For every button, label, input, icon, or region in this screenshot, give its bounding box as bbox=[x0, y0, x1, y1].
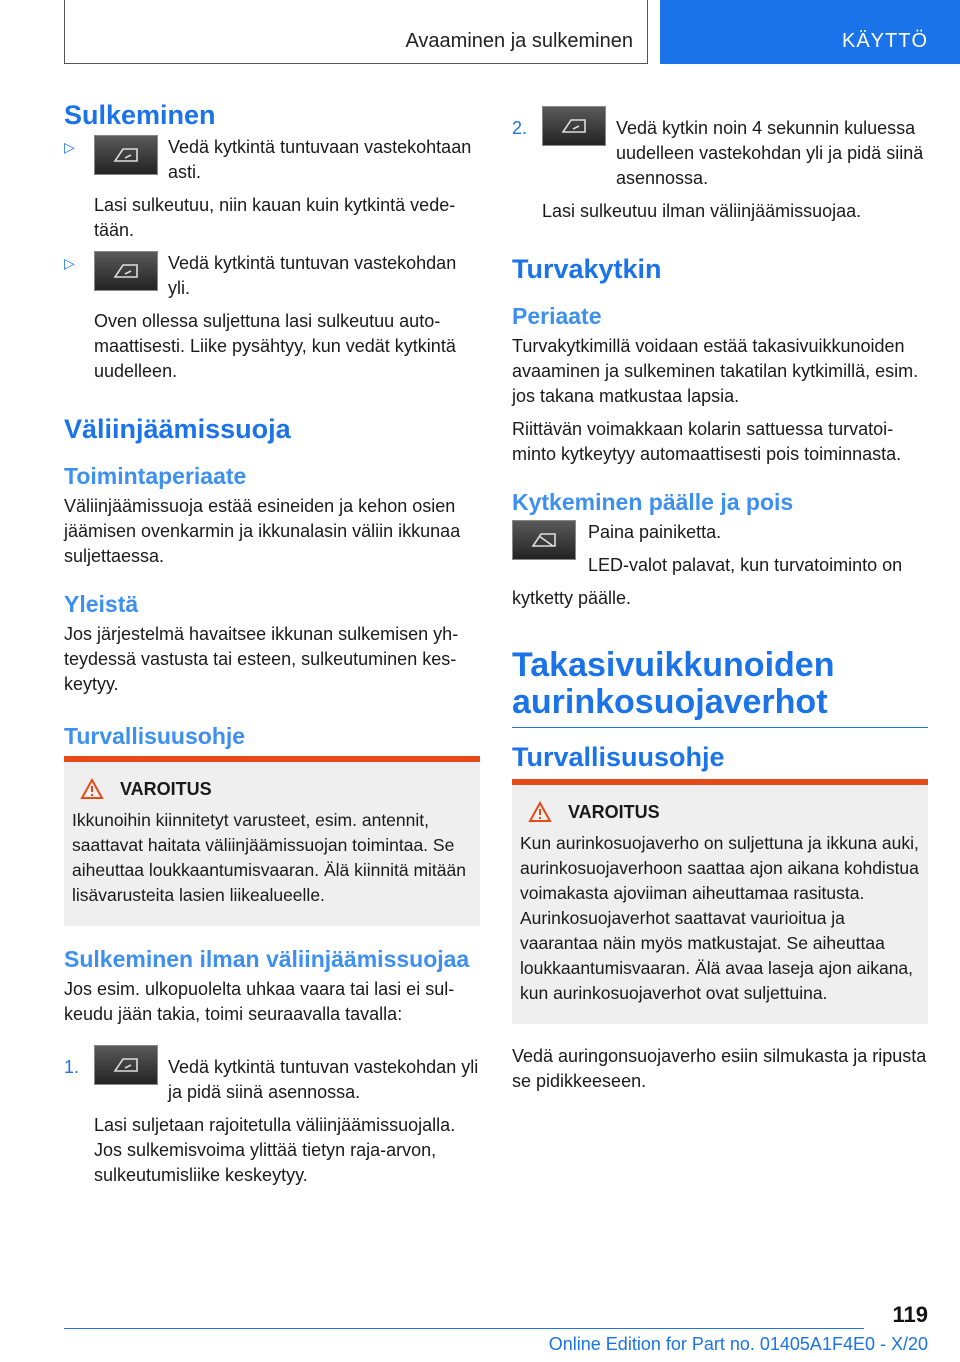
window-switch-icon bbox=[94, 135, 158, 175]
heading-valiinjaamissuoja: Väliinjäämissuoja bbox=[64, 414, 291, 444]
list-item-pull-to-stop bbox=[64, 135, 480, 193]
header-chapter-tab bbox=[660, 0, 960, 64]
toiminta-text: Väliinjäämissuoja estää esineiden ja kehon osien jäämisen ovenkarmin ja ikkunalasin väliin ikkunaa suljettaessa. bbox=[64, 496, 461, 566]
periaate-text-2: Riittävän voimakkaan kolarin sattuessa turvatoiminto kytkeytyy automaattisesti pois toiminnasta. bbox=[512, 419, 902, 464]
warning-box bbox=[64, 756, 480, 926]
heading-turvallisuusohje-right: Turvallisuusohje bbox=[512, 742, 725, 772]
step-number: 2. bbox=[512, 118, 528, 138]
periaate-text-1: Turvakytkimillä voidaan estää takasivuikkunoiden avaaminen ja sulkeminen takatilan kytkimillä, esim. jos takana matkustaa lapsia. bbox=[512, 336, 919, 406]
safety-switch-icon bbox=[512, 520, 576, 560]
header-section-title: Avaaminen ja sulkeminen bbox=[405, 30, 633, 52]
paina-text: Paina painiketta. bbox=[588, 522, 722, 542]
heading-takasivuikkunoiden-2: aurinkosuojaverhot bbox=[512, 683, 828, 721]
step-number: 1. bbox=[64, 1057, 80, 1077]
heading-sulkeminen: Sulkeminen bbox=[64, 100, 216, 130]
window-switch-icon bbox=[94, 251, 158, 291]
warning-box-right bbox=[512, 779, 928, 1024]
warning-triangle-icon bbox=[80, 778, 104, 800]
step1-desc: Lasi suljetaan rajoitetulla väliinjäämissuojalla. Jos sulkemisvoima ylittää tietyn raja-arvon, sulkeutumisliike keskeytyy. bbox=[94, 1115, 456, 1185]
warning-triangle-icon bbox=[528, 801, 552, 823]
list-item-pull-beyond bbox=[64, 251, 480, 309]
warning-label: VAROITUS bbox=[568, 801, 660, 822]
warning-label: VAROITUS bbox=[120, 778, 212, 799]
warning-text: Ikkunoihin kiinnitetyt varusteet, esim. antennit, saattavat haitata väliinjäämissuojan toimintaa. Se aiheuttaa loukkaantumisvaaran. Älä kiinnitä mitään lisävarusteita lasien liikealueelle. bbox=[72, 810, 466, 905]
header-section-box bbox=[64, 0, 648, 64]
heading-takasivuikkunoiden-1: Takasivuikkunoiden bbox=[512, 646, 835, 684]
heading-toimintaperiaate: Toimintaperiaate bbox=[64, 463, 247, 489]
heading-sulkeminen-ilman: Sulkeminen ilman väliinjäämissuojaa bbox=[64, 946, 470, 972]
step1-text: Vedä kytkintä tuntuvan vastekohdan yli ja pidä siinä asennossa. bbox=[168, 1057, 479, 1102]
heading-turvallisuusohje: Turvallisuusohje bbox=[64, 723, 246, 749]
safety-switch-row bbox=[512, 520, 928, 586]
warning-text: Kun aurinkosuojaverho on suljettuna ja ikkuna auki, aurinkosuojaverhoon saattaa ajon aikana kohdistua voimakasta ajoviiman aiheuttamaa rasitusta. Aurinkosuojaverhot saattavat vaurioitua ja vaarantaa näin myös matkustajat. Se aiheuttaa loukkaantumisvaaran. Älä avaa laseja ajon aikana, kun aurinkosuojaverhot ovat suljettuina. bbox=[520, 833, 919, 1003]
item1-desc: Lasi sulkeutuu, niin kauan kuin kytkintä vedetään. bbox=[94, 195, 456, 240]
heading-yleista: Yleistä bbox=[64, 591, 139, 617]
heading-turvakytkin: Turvakytkin bbox=[512, 254, 662, 284]
right-column bbox=[512, 106, 928, 1102]
page-number: 119 bbox=[892, 1302, 928, 1327]
item2-desc: Oven ollessa suljettuna lasi sulkeutuu automaattisesti. Liike pysähtyy, kun vedät kytkintä uudelleen. bbox=[94, 311, 456, 381]
left-column bbox=[64, 100, 480, 1196]
final-text: Vedä auringonsuojaverho esiin silmukasta ja ripusta se pidikkeeseen. bbox=[512, 1046, 927, 1091]
item1-text: Vedä kytkintä tuntuvaan vastekohtaan asti. bbox=[168, 137, 472, 182]
window-switch-icon bbox=[94, 1045, 158, 1085]
led-text: LED-valot palavat, kun turvatoiminto on bbox=[588, 555, 903, 575]
step2-desc: Lasi sulkeutuu ilman väliinjäämissuojaa. bbox=[542, 201, 862, 221]
bullet-triangle-icon: ▷ bbox=[64, 255, 75, 271]
yleista-text: Jos järjestelmä havaitsee ikkunan sulkemisen yhteydessä vastusta tai esteen, sulkeutuminen keskeytyy. bbox=[64, 624, 459, 694]
heading-periaate: Periaate bbox=[512, 303, 602, 329]
footer-rule bbox=[64, 1328, 864, 1329]
window-switch-icon bbox=[542, 106, 606, 146]
header-chapter-title: KÄYTTÖ bbox=[841, 30, 928, 52]
ilman-text: Jos esim. ulkopuolelta uhkaa vaara tai lasi ei sulkeudu jään takia, toimi seuraavalla tavalla: bbox=[64, 979, 455, 1024]
footer-edition: Online Edition for Part no. 01405A1F4E0 - X/20 bbox=[548, 1334, 928, 1354]
step-2 bbox=[512, 106, 928, 199]
heading-kytkeminen: Kytkeminen päälle ja pois bbox=[512, 489, 794, 515]
item2-text: Vedä kytkintä tuntuvan vastekohdan yli. bbox=[168, 253, 457, 298]
led-text-2: kytketty päälle. bbox=[512, 588, 632, 608]
bullet-triangle-icon: ▷ bbox=[64, 139, 75, 155]
step2-text: Vedä kytkin noin 4 sekunnin kuluessa uudelleen vastekohdan yli ja pidä siinä asennossa. bbox=[616, 118, 924, 188]
step-1 bbox=[64, 1045, 480, 1113]
